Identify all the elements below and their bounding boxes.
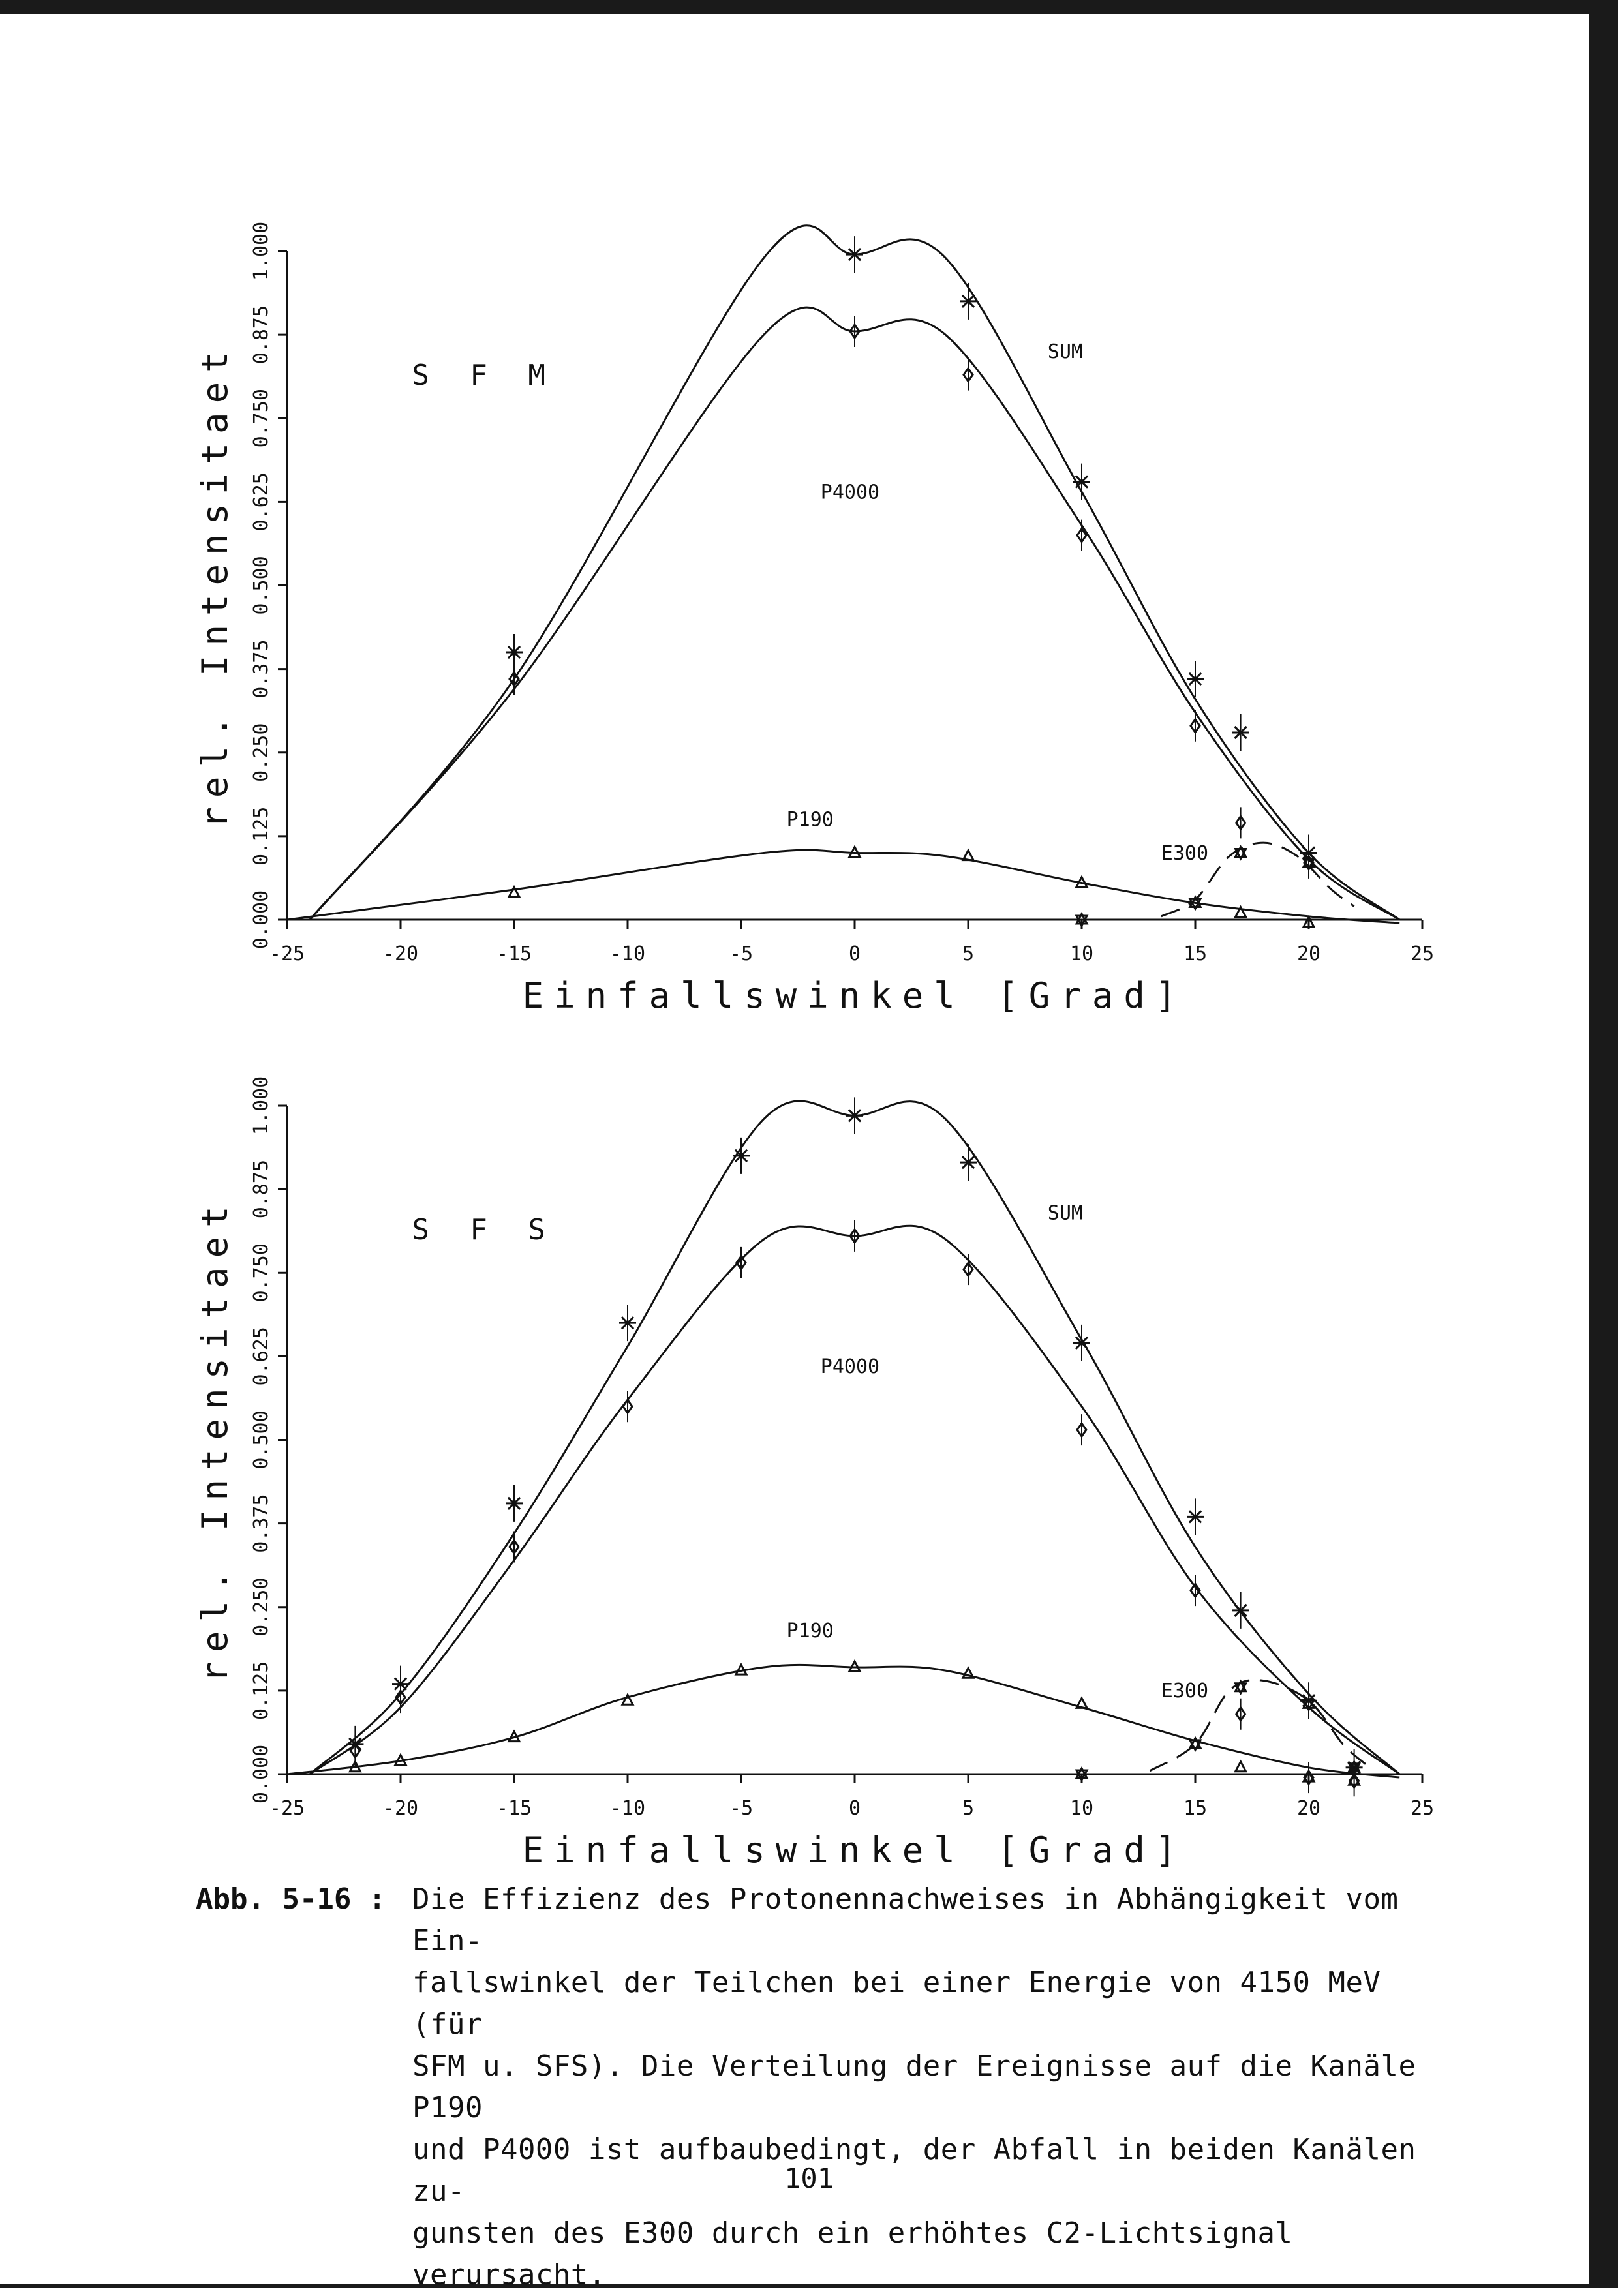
caption-label: Abb. 5-16 : <box>196 1882 386 1916</box>
c1-label-sum: SUM <box>1047 1201 1083 1225</box>
c0-curve-p190 <box>287 850 1399 923</box>
c1-x-tick-label: -15 <box>496 1797 532 1820</box>
c1-point-p190 <box>1236 1762 1246 1772</box>
page-number: 101 <box>784 2162 834 2194</box>
c0-label-p4000: P4000 <box>820 481 880 504</box>
c0-point-sum <box>846 236 863 273</box>
c1-label-p190: P190 <box>786 1619 834 1642</box>
c1-y-tick-label: 0.625 <box>250 1327 273 1386</box>
c1-y-axis-title: rel. Intensitaet <box>194 1197 236 1683</box>
c1-y-tick-label: 0.250 <box>250 1577 273 1637</box>
c0-y-tick-label: 0.000 <box>250 890 273 950</box>
c0-y-tick-label: 0.125 <box>250 806 273 866</box>
c0-point-sum <box>1232 714 1249 751</box>
c1-y-tick-label: 0.375 <box>250 1494 273 1553</box>
c0-y-tick-label: 0.250 <box>250 723 273 782</box>
c1-x-tick-label: -20 <box>382 1797 419 1820</box>
c1-y-tick-label: 0.000 <box>250 1744 273 1804</box>
c0-x-tick-label: -25 <box>269 943 305 965</box>
c1-curve-p190 <box>287 1665 1399 1777</box>
c1-y-tick-label: 0.500 <box>250 1410 273 1470</box>
c0-chart-title: S F M <box>412 359 557 392</box>
c1-point-sum <box>1187 1498 1204 1535</box>
c0-point-p4000 <box>1077 520 1086 551</box>
c0-point-sum <box>1187 661 1204 697</box>
c1-y-tick-label: 0.750 <box>250 1243 273 1303</box>
c1-x-axis-title: Einfallswinkel [Grad] <box>522 1830 1187 1871</box>
c1-x-tick-label: 25 <box>1410 1797 1435 1820</box>
c1-x-tick-label: 20 <box>1296 1797 1321 1820</box>
c1-x-tick-label: 10 <box>1069 1797 1094 1820</box>
c0-label-e300: E300 <box>1161 841 1209 865</box>
c1-point-p190 <box>736 1665 746 1674</box>
c1-y-tick-label: 0.875 <box>250 1159 273 1219</box>
c0-x-tick-label: 15 <box>1183 943 1208 965</box>
c0-point-e300 <box>1236 847 1246 859</box>
c0-x-tick-label: 20 <box>1296 943 1321 965</box>
c0-x-tick-label: -15 <box>496 943 532 965</box>
c1-point-e300 <box>1190 1738 1200 1750</box>
c0-y-tick-label: 0.375 <box>250 639 273 699</box>
c0-point-p4000 <box>510 663 519 695</box>
c0-curve-p4000 <box>310 307 1399 920</box>
scan-border-top <box>0 0 1618 14</box>
c1-point-e300 <box>1236 1682 1246 1693</box>
c1-point-sum <box>960 1144 977 1181</box>
chart-sfm <box>0 196 1618 1044</box>
c0-point-p190 <box>963 851 973 860</box>
c0-x-tick-label: 0 <box>848 943 861 965</box>
c1-point-p4000 <box>964 1254 973 1285</box>
c1-label-p4000: P4000 <box>820 1355 880 1378</box>
c0-y-axis-title: rel. Intensitaet <box>194 342 236 828</box>
c0-y-tick-label: 0.500 <box>250 556 273 615</box>
c1-point-sum <box>1232 1592 1249 1629</box>
caption-text: Die Effizienz des Protonennachweises in Abhängigkeit vom Ein- fallswinkel der Teilchen bei einer Energie von 4150 MeV (für SFM u. SFS). Die Verteilung der Ereignisse auf die Kanäle P190 und P4000 ist aufbaubedingt, der Abfall in beiden Kanälen zu- gunsten des E300 durch ein erhöhtes C2-Lichtsignal verursacht. <box>412 1882 1416 2291</box>
c1-label-e300: E300 <box>1161 1680 1209 1703</box>
c0-label-p190: P190 <box>786 808 834 832</box>
c1-x-tick-label: -10 <box>609 1797 646 1820</box>
c1-point-sum <box>506 1485 523 1522</box>
c0-point-p4000 <box>1191 710 1200 742</box>
c0-x-tick-label: 25 <box>1410 943 1435 965</box>
c0-point-p4000 <box>1236 807 1245 838</box>
c0-y-tick-label: 0.750 <box>250 389 273 448</box>
c1-point-sum <box>846 1097 863 1134</box>
c0-x-tick-label: -20 <box>382 943 419 965</box>
c0-y-tick-label: 0.875 <box>250 305 273 365</box>
c0-point-sum <box>1073 464 1090 500</box>
c0-point-sum <box>960 283 977 320</box>
c1-curve-sum <box>310 1101 1399 1774</box>
c0-y-tick-label: 1.000 <box>250 221 273 281</box>
c1-x-tick-label: 5 <box>962 1797 975 1820</box>
c1-x-tick-label: -25 <box>269 1797 305 1820</box>
c0-x-axis-title: Einfallswinkel [Grad] <box>522 975 1187 1016</box>
c1-x-tick-label: -5 <box>729 1797 754 1820</box>
c1-point-p4000 <box>1236 1699 1245 1730</box>
c0-x-tick-label: -5 <box>729 943 754 965</box>
c0-x-tick-label: 5 <box>962 943 975 965</box>
c1-point-p4000 <box>1077 1414 1086 1445</box>
c1-chart-title: S F S <box>412 1213 557 1246</box>
c1-y-tick-label: 1.000 <box>250 1076 273 1136</box>
c1-x-tick-label: 0 <box>848 1797 861 1820</box>
c0-y-tick-label: 0.625 <box>250 472 273 532</box>
c1-point-p4000 <box>510 1532 519 1563</box>
c0-label-sum: SUM <box>1047 340 1083 363</box>
c1-y-tick-label: 0.125 <box>250 1661 273 1721</box>
chart-sfs <box>0 1050 1618 1898</box>
c1-x-tick-label: 15 <box>1183 1797 1208 1820</box>
c1-point-sum <box>733 1138 750 1174</box>
c0-x-tick-label: -10 <box>609 943 646 965</box>
c0-x-tick-label: 10 <box>1069 943 1094 965</box>
